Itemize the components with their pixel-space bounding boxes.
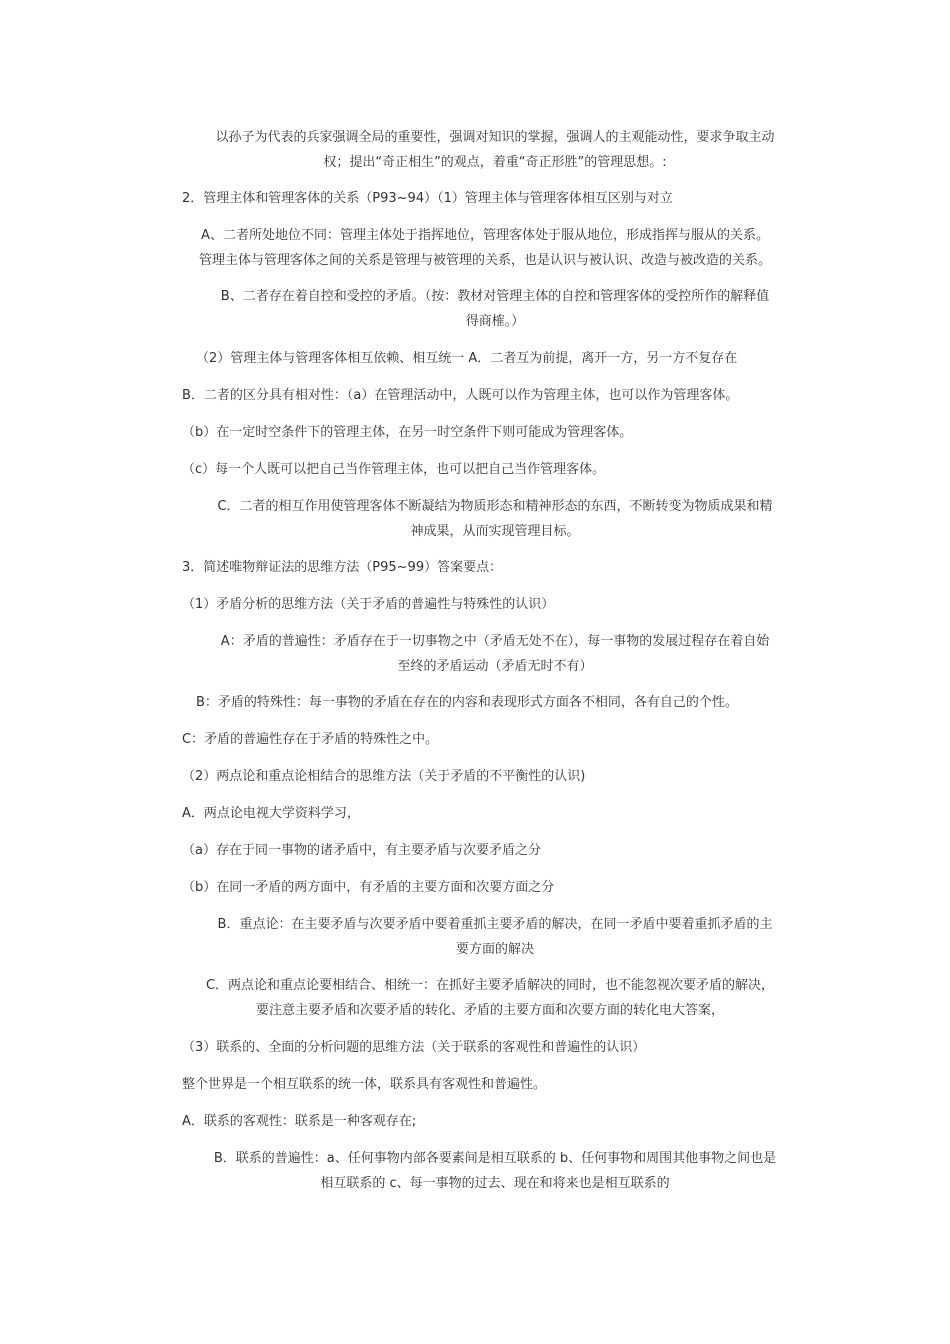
paragraph-line: （a）存在于同一事物的诸矛盾中，有主要矛盾与次要矛盾之分 [182,843,541,858]
paragraph-line: 至终的矛盾运动（矛盾无时不有） [397,659,593,674]
paragraph-line: （b）在同一矛盾的两方面中，有矛盾的主要方面和次要方面之分 [182,880,555,895]
paragraph-line: 整个世界是一个相互联系的统一体，联系具有客观性和普遍性。 [182,1077,547,1092]
paragraph-3-1 [182,592,554,617]
paragraph-line: C：矛盾的普遍性存在于矛盾的特殊性之中。 [182,732,439,747]
paragraph-3-3b [150,1146,840,1196]
paragraph-line: 2．管理主体和管理客体的关系（P93~94）（1）管理主体与管理客体相互区别与对立 [182,191,673,206]
paragraph-line: C．两点论和重点论要相结合、相统一：在抓好主要矛盾解决的同时，也不能忽视次要矛盾的解决， [205,978,775,993]
paragraph-2-2b-b [182,420,632,445]
paragraph-3-2c [150,973,830,1023]
paragraph-2a [140,223,830,273]
paragraph-line: 3．简述唯物辩证法的思维方法（P95~99）答案要点： [182,560,503,575]
paragraph-line: 以孙子为代表的兵家强调全局的重要性，强调对知识的掌握，强调人的主观能动性，要求争取主动 [215,130,775,145]
paragraph-2b [160,284,830,334]
paragraph-line: A．联系的客观性：联系是一种客观存在; [182,1114,417,1129]
paragraph-line: （c）每一个人既可以把自己当作管理主体，也可以把自己当作管理客体。 [182,462,606,477]
paragraph-sunzi [160,125,830,175]
paragraph-line: 要注意主要矛盾和次要矛盾的转化、矛盾的主要方面和次要方面的转化电大答案， [255,1003,724,1018]
paragraph-3-1b [196,690,738,715]
paragraph-2-2b-c [182,457,605,482]
paragraph-line: 管理主体与管理客体之间的关系是管理与被管理的关系，也是认识与被认识、改造与被改造的关系。 [198,253,771,268]
paragraph-line: B．联系的普遍性：a、任何事物内部各要素间是相互联系的 b、任何事物和周围其他事物之间也是 [213,1151,777,1166]
paragraph-line: （2）管理主体与管理客体相互依赖、相互统一 A．二者互为前提，离开一方，另一方不复存在 [196,351,738,366]
paragraph-line: A、二者所处地位不同：管理主体处于指挥地位，管理客体处于服从地位，形成指挥与服从的关系。 [201,228,769,243]
paragraph-line: B．重点论：在主要矛盾与次要矛盾中要着重抓主要矛盾的解决，在同一矛盾中要着重抓矛盾的主 [217,917,773,932]
paragraph-3-3 [182,1035,645,1060]
paragraph-line: B：矛盾的特殊性：每一事物的矛盾在存在的内容和表现形式方面各不相同，各有自己的个性。 [196,695,738,710]
paragraph-3-2a [182,801,360,826]
paragraph-line: 得商榷。） [465,314,525,329]
heading-3 [182,555,502,580]
paragraph-line: 相互联系的 c、每一事物的过去、现在和将来也是相互联系的 [320,1176,670,1191]
paragraph-line: （3）联系的、全面的分析问题的思维方法（关于联系的客观性和普遍性的认识） [182,1040,646,1055]
paragraph-2-2 [196,346,737,371]
paragraph-3-3a [182,1109,416,1134]
paragraph-line: 权；提出“奇正相生”的观点，着重“奇正形胜”的管理思想。: [323,155,667,170]
paragraph-3-1c [182,727,438,752]
heading-2 [182,186,673,211]
paragraph-line: A：矛盾的普遍性：矛盾存在于一切事物之中（矛盾无处不在），每一事物的发展过程存在着自始 [220,634,770,649]
paragraph-3-2 [182,764,585,789]
paragraph-line: （1）矛盾分析的思维方法（关于矛盾的普遍性与特殊性的认识） [182,597,555,612]
paragraph-line: （2）两点论和重点论相结合的思维方法（关于矛盾的不平衡性的认识) [182,769,586,784]
paragraph-3-3-intro [182,1072,546,1097]
paragraph-line: A．两点论电视大学资料学习， [182,806,360,821]
paragraph-line: C．二者的相互作用使管理客体不断凝结为物质形态和精神形态的东西，不断转变为物质成果和精 [217,499,773,514]
paragraph-2-2c [160,494,830,544]
paragraph-line: 要方面的解决 [455,942,534,957]
paragraph-3-1a [160,629,830,679]
paragraph-3-2a-b [182,875,554,900]
paragraph-line: B．二者的区分具有相对性：（a）在管理活动中，人既可以作为管理主体，也可以作为管理客体。 [182,388,739,403]
paragraph-line: 神成果，从而实现管理目标。 [410,524,580,539]
paragraph-3-2a-a [182,838,541,863]
paragraph-line: B、二者存在着自控和受控的矛盾。（按：教材对管理主体的自控和管理客体的受控所作的解释值 [220,289,770,304]
paragraph-line: （b）在一定时空条件下的管理主体，在另一时空条件下则可能成为管理客体。 [182,425,633,440]
paragraph-3-2b [160,912,830,962]
paragraph-2-2b [182,383,738,408]
